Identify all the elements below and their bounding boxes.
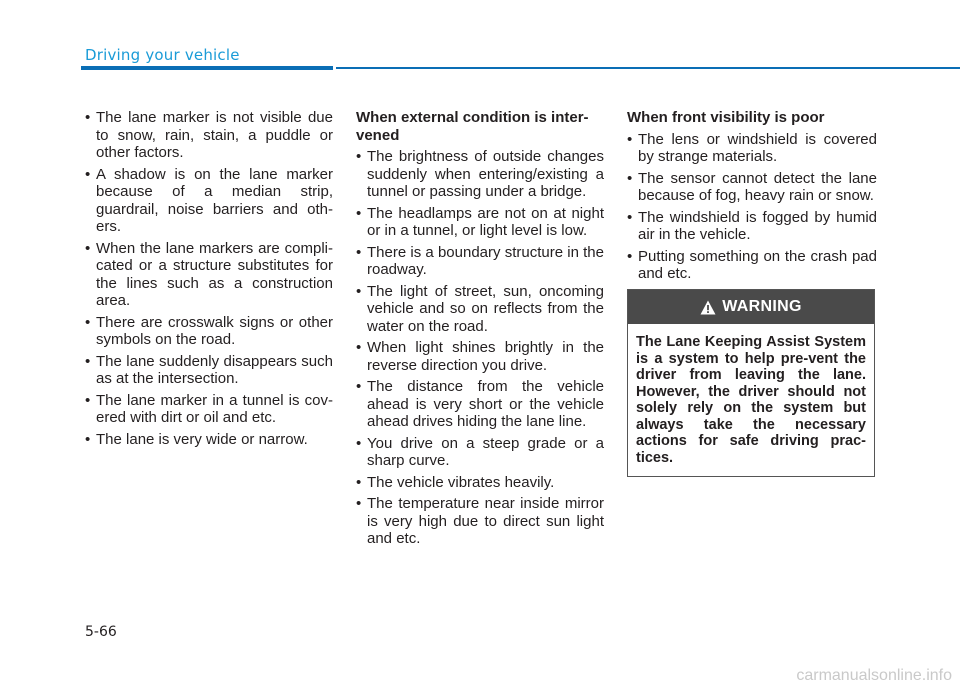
front-visibility-heading: When front visibility is poor [627, 109, 825, 126]
list-item: • The lane marker in a tunnel is cov-ered with dirt or oil and etc. [85, 392, 333, 427]
warning-triangle-icon [700, 300, 716, 315]
list-item: • The sensor cannot detect the lane because of fog, heavy rain or snow. [627, 170, 877, 205]
list-item: • When light shines brightly in the reverse direction you drive. [356, 339, 604, 374]
header-rule-thin [336, 67, 960, 69]
section-title: Driving your vehicle [85, 46, 240, 64]
list-item: • When the lane markers are compli-cated or a structure substitutes for the lines such as a construction area. [85, 240, 333, 310]
lane-conditions-list [85, 109, 333, 448]
external-conditions-list [356, 148, 604, 548]
column-2 [356, 109, 604, 552]
warning-box [627, 289, 875, 477]
warning-header [628, 290, 874, 324]
list-item: • The lane is very wide or narrow. [85, 431, 333, 449]
list-item: • The light of street, sun, oncoming vehicle and so on reflects from the water on the road. [356, 283, 604, 336]
list-item: • The brightness of outside changes suddenly when entering/existing a tunnel or passing under a bridge. [356, 148, 604, 201]
list-item: • Putting something on the crash pad and etc. [627, 248, 877, 283]
header-rule-thick [81, 66, 333, 70]
list-item: • The headlamps are not on at night or in a tunnel, or light level is low. [356, 205, 604, 240]
list-item: • The temperature near inside mirror is very high due to direct sun light and etc. [356, 495, 604, 548]
warning-text: The Lane Keeping Assist System is a system to help pre-vent the driver from leaving the lane. However, the driver should not solely rely on the system but always take the necessary actions for safe driving prac-tices. [636, 334, 866, 466]
list-item: • The lane marker is not visible due to snow, rain, stain, a puddle or other factors. [85, 109, 333, 162]
external-condition-heading: When external condition is inter-vened [356, 109, 589, 144]
list-item: • The vehicle vibrates heavily. [356, 474, 604, 492]
column-1 [85, 109, 333, 452]
list-item: • You drive on a steep grade or a sharp curve. [356, 435, 604, 470]
list-item: • There is a boundary structure in the roadway. [356, 244, 604, 279]
page-number: 5-66 [85, 624, 117, 640]
list-item: • There are crosswalk signs or other symbols on the road. [85, 314, 333, 349]
warning-title: WARNING [722, 298, 802, 315]
watermark: carmanualsonline.info [796, 667, 952, 684]
list-item: • The distance from the vehicle ahead is very short or the vehicle ahead drives hiding the lane line. [356, 378, 604, 431]
list-item: • The lens or windshield is covered by strange materials. [627, 131, 877, 166]
column-3 [627, 109, 877, 287]
list-item: • A shadow is on the lane marker because of a median strip, guardrail, noise barriers and oth-ers. [85, 166, 333, 236]
list-item: • The windshield is fogged by humid air in the vehicle. [627, 209, 877, 244]
visibility-conditions-list [627, 131, 877, 283]
list-item: • The lane suddenly disappears such as at the intersection. [85, 353, 333, 388]
